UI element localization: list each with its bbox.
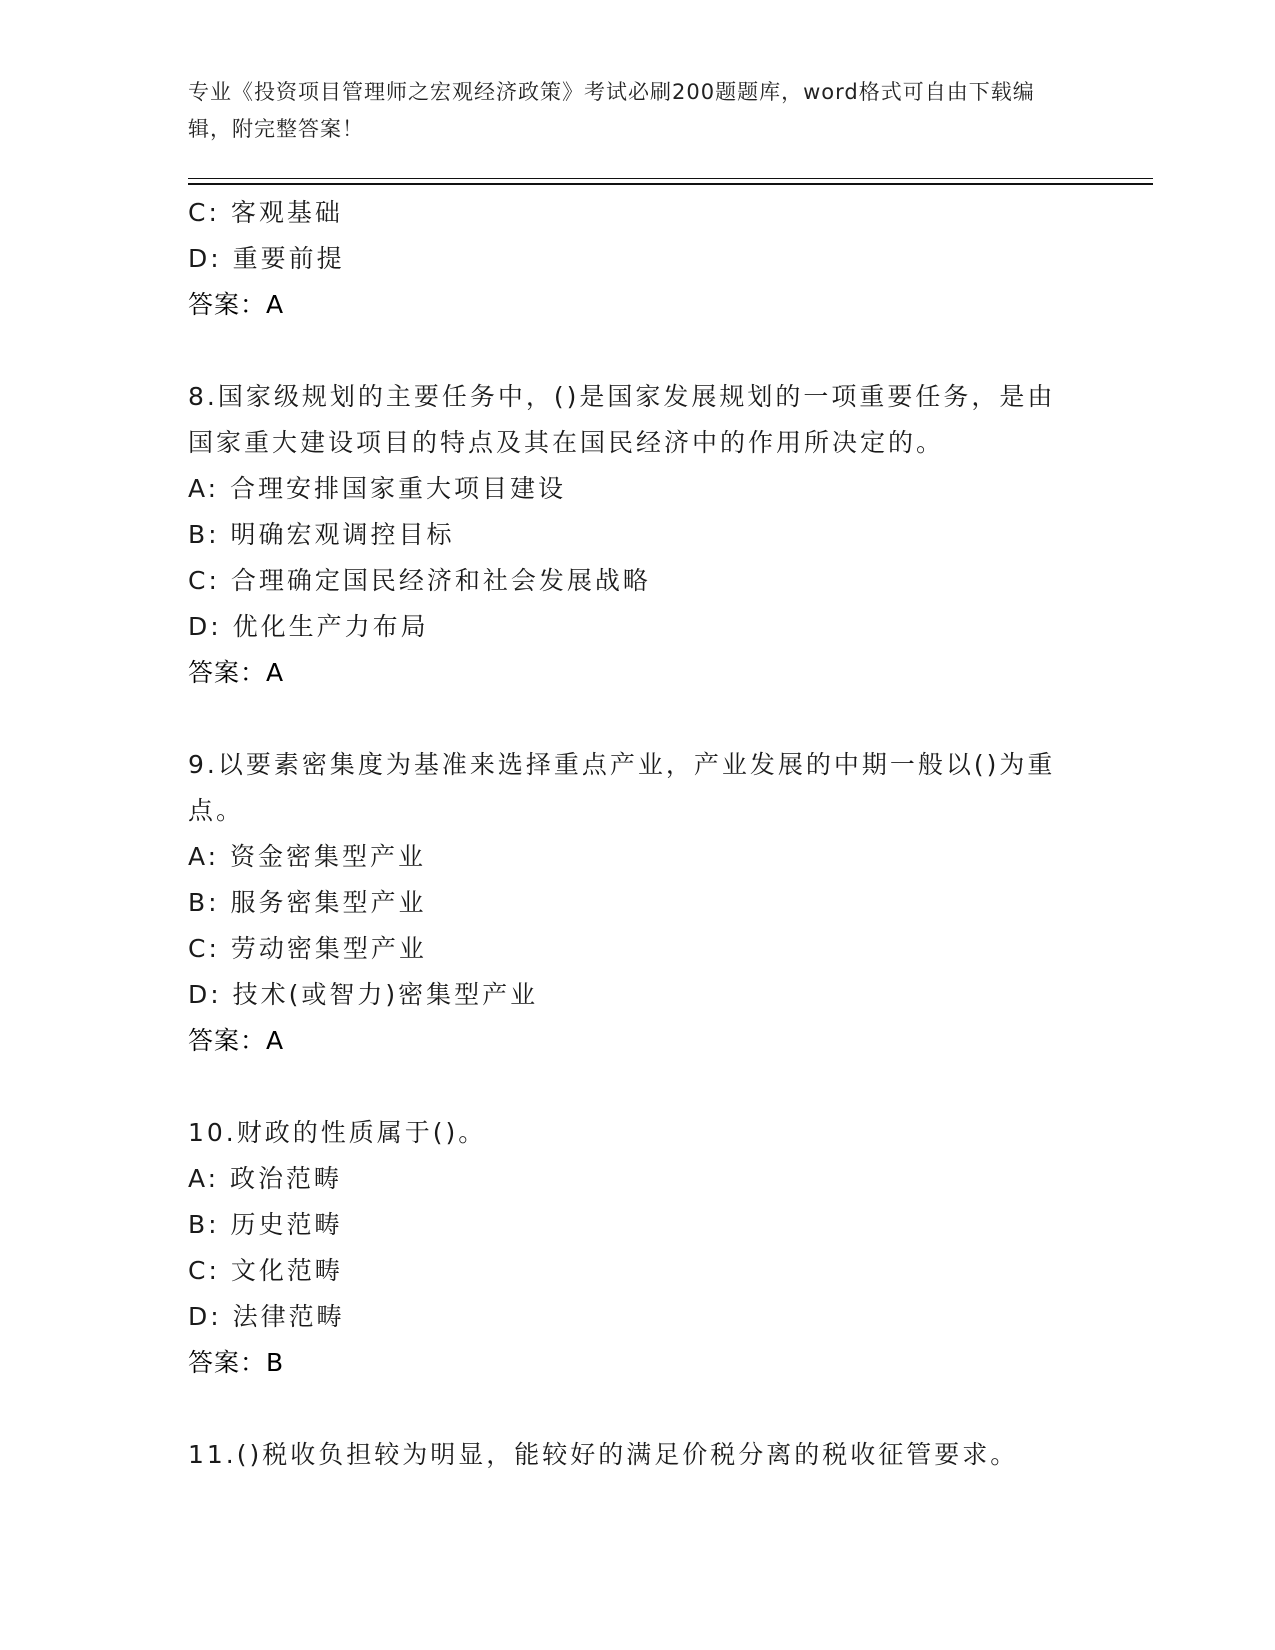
question-9 [188,742,1088,1064]
document-header: 专业《投资项目管理师之宏观经济政策》考试必刷200题题库，word格式可自由下载编辑，附完整答案！ [188,80,1035,141]
document-body [188,190,1088,1478]
option-c: C: 劳动密集型产业 [188,934,427,963]
answer: 答案：A [188,290,285,319]
question-8 [188,374,1088,696]
option-d: D: 重要前提 [188,244,345,273]
option-a: A: 合理安排国家重大项目建设 [188,474,567,503]
option-c: C: 合理确定国民经济和社会发展战略 [188,566,651,595]
header-divider-thin [188,178,1153,179]
option-b: B: 明确宏观调控目标 [188,520,455,549]
answer: 答案：B [188,1348,285,1377]
option-b: B: 服务密集型产业 [188,888,427,917]
option-a: A: 政治范畴 [188,1164,343,1193]
option-d: D: 技术(或智力)密集型产业 [188,980,539,1009]
answer: 答案：A [188,1026,285,1055]
question-11 [188,1432,1088,1478]
option-b: B: 历史范畴 [188,1210,343,1239]
question-7-partial [188,190,1088,328]
option-a: A: 资金密集型产业 [188,842,427,871]
question-text: 8.国家级规划的主要任务中，()是国家发展规划的一项重要任务，是由国家重大建设项目的特点及其在国民经济中的作用所决定的。 [188,382,1056,457]
question-text: 11.()税收负担较为明显，能较好的满足价税分离的税收征管要求。 [188,1440,1019,1469]
question-text: 9.以要素密集度为基准来选择重点产业，产业发展的中期一般以()为重点。 [188,750,1056,825]
option-d: D: 法律范畴 [188,1302,345,1331]
answer: 答案：A [188,658,285,687]
option-c: C: 客观基础 [188,198,343,227]
option-c: C: 文化范畴 [188,1256,343,1285]
question-text: 10.财政的性质属于()。 [188,1118,487,1147]
option-d: D: 优化生产力布局 [188,612,429,641]
question-10 [188,1110,1088,1386]
header-divider-thick [188,183,1153,185]
